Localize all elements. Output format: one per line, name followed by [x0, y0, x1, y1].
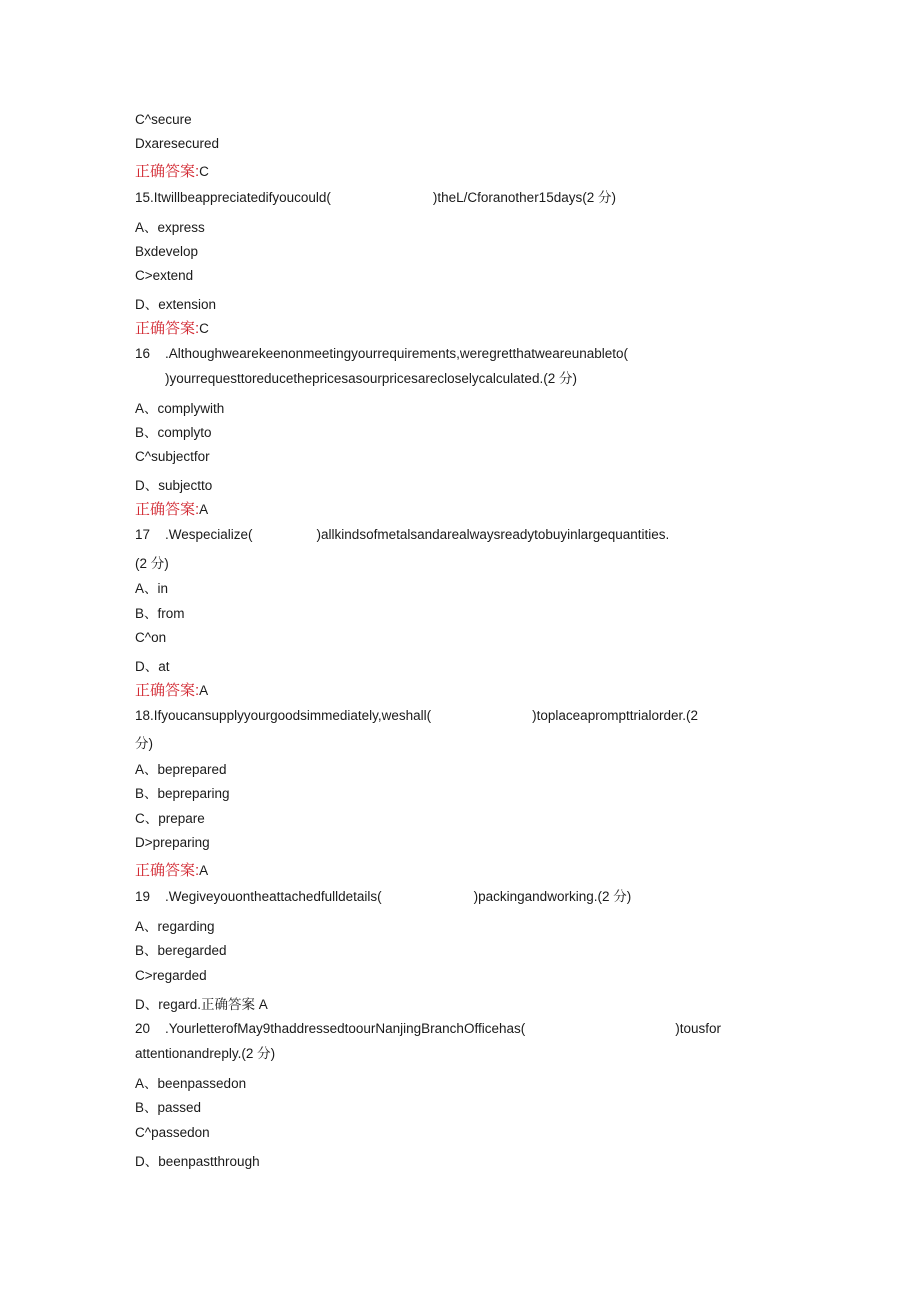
question-text-cont: )packingandworking.(2 分): [473, 889, 632, 904]
option-c-q16: C^subjectfor: [135, 449, 210, 464]
option-c-q14: C^secure: [135, 112, 192, 127]
option-c-q18: C、prepare: [135, 811, 205, 826]
option-d-q20: D、beenpastthrough: [135, 1154, 260, 1169]
question-text-cont: )allkindsofmetalsandarealwaysreadytobuyinlargequantities.: [316, 527, 670, 542]
question-16: [135, 345, 628, 363]
option-c-q20: C^passedon: [135, 1125, 210, 1140]
option-d-q16: D、subjectto: [135, 478, 213, 493]
option-a-q15: A、express: [135, 220, 205, 235]
option-b-q19: B、beregarded: [135, 943, 227, 958]
question-number: 20: [135, 1021, 151, 1036]
option-a-q17: A、in: [135, 581, 169, 596]
question-text: 15.Itwillbeappreciatedifyoucould(: [135, 190, 331, 205]
question-17: [135, 526, 669, 544]
correct-answer-q14: [135, 163, 209, 181]
option-c-q19: C>regarded: [135, 968, 207, 983]
option-c-q15: C>extend: [135, 268, 194, 283]
answer-label: 正确答案:: [135, 501, 200, 518]
answer-value: C: [199, 164, 209, 179]
answer-label: 正确答案:: [135, 163, 200, 180]
option-a-q16: A、complywith: [135, 401, 225, 416]
answer-value: A: [199, 863, 209, 878]
option-b-q16: B、complyto: [135, 425, 212, 440]
option-b-q18: B、bepreparing: [135, 786, 230, 801]
question-number: 17: [135, 527, 151, 542]
option-c-q17: C^on: [135, 630, 167, 645]
question-text: 18.Ifyoucansupplyyourgoodsimmediately,weshall(: [135, 708, 432, 723]
question-text-cont: )tousfor: [675, 1021, 721, 1036]
question-20-cont: attentionandreply.(2 分): [135, 1046, 276, 1061]
question-text: .Wegiveyouontheattachedfulldetails(: [165, 889, 382, 904]
question-17-score: (2 分): [135, 556, 169, 571]
question-20: [135, 1020, 721, 1038]
option-d-q14: Dxaresecured: [135, 136, 220, 151]
question-15: [135, 189, 616, 207]
question-text-cont: )theL/Cforanother15days(2 分): [432, 190, 616, 205]
question-number: 19: [135, 889, 151, 904]
option-b-q20: B、passed: [135, 1100, 202, 1115]
option-d-q17: D、at: [135, 659, 170, 674]
answer-value: A: [199, 502, 209, 517]
correct-answer-q15: [135, 320, 209, 338]
option-d-q15: D、extension: [135, 297, 217, 312]
correct-answer-q17: [135, 682, 208, 700]
correct-answer-q16: [135, 501, 208, 519]
question-text: .Althoughwearekeenonmeetingyourrequirements,weregretthatweareunableto(: [165, 346, 629, 361]
answer-label: 正确答案:: [135, 682, 200, 699]
option-a-q20: A、beenpassedon: [135, 1076, 247, 1091]
question-16-cont: )yourrequesttoreducethepricesasourpricesarecloselycalculated.(2 分): [165, 371, 577, 386]
correct-answer-q18: [135, 862, 208, 880]
question-number: 16: [135, 346, 151, 361]
answer-value: C: [199, 321, 209, 336]
question-text: .Wespecialize(: [165, 527, 253, 542]
question-text: .YourletterofMay9thaddressedtoourNanjingBranchOfficehas(: [165, 1021, 526, 1036]
option-a-q18: A、beprepared: [135, 762, 227, 777]
question-18-score: 分): [135, 736, 153, 751]
option-d-q18: D>preparing: [135, 835, 210, 850]
question-18: [135, 707, 698, 725]
option-b-q17: B、from: [135, 606, 185, 621]
option-a-q19: A、regarding: [135, 919, 215, 934]
option-d-q19: D、regard.正确答案 A: [135, 997, 268, 1012]
answer-value: A: [199, 683, 209, 698]
answer-label: 正确答案:: [135, 320, 200, 337]
question-19: [135, 888, 631, 906]
answer-label: 正确答案:: [135, 862, 200, 879]
option-b-q15: Bxdevelop: [135, 244, 199, 259]
question-text-cont: )toplaceaprompttrialorder.(2: [532, 708, 698, 723]
